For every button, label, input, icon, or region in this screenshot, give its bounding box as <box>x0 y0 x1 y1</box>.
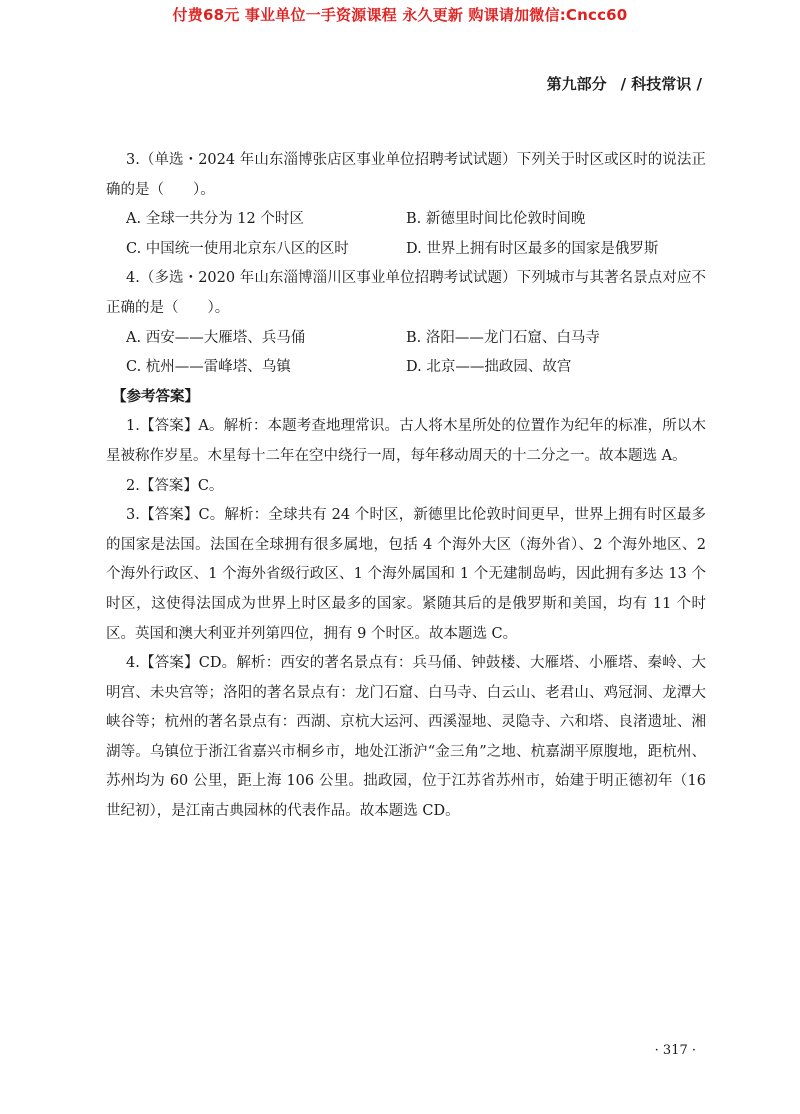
answer-paragraph: 4.【答案】CD。解析：西安的著名景点有：兵马俑、钟鼓楼、大雁塔、小雁塔、秦岭、大明宫、未央宫等；洛阳的著名景点有：龙门石窟、白马寺、白云山、老君山、鸡冠洞、龙潭大峡谷等；杭州的著名景点有：西湖、京杭大运河、西溪湿地、灵隐寺、六和塔、良渚遗址、湘湖等。乌镇位于浙江省嘉兴市桐乡市，地处江浙沪“金三角”之地、杭嘉湖平原腹地，距杭州、苏州均为 60 公里，距上海 106 公里。拙政园，位于江苏省苏州市，始建于明正德初年（16 世纪初），是江南古典园林的代表作品。故本题选 CD。 <box>106 655 706 820</box>
page-number: · 317 · <box>654 1043 696 1058</box>
options-row <box>106 324 706 354</box>
question-stem: 4.（多选・2020 年山东淄博淄川区事业单位招聘考试试题）下列城市与其著名景点对应不正确的是（ ）。 <box>106 270 706 316</box>
running-head <box>547 73 702 94</box>
option-a: A. 全球一共分为 12 个时区 <box>126 211 304 228</box>
option-c: C. 中国统一使用北京东八区的区时 <box>126 240 349 257</box>
options-row <box>106 235 706 265</box>
options-row <box>106 353 706 383</box>
answer-paragraph: 3.【答案】C。解析：全球共有 24 个时区，新德里比伦敦时间更早，世界上拥有时区最多的国家是法国。法国在全球拥有很多属地，包括 4 个海外大区（海外省）、2 个海外地区、2 个海外行政区、1 个海外省级行政区、1 个海外属国和 1 个无建制岛屿，因此拥有多达 13 个时区，这使得法国成为世界上时区最多的国家。紧随其后的是俄罗斯和美国，均有 11 个时区。英国和澳大利亚并列第四位，拥有 9 个时区。故本题选 C。 <box>106 507 706 642</box>
option-d: D. 北京——拙政园、故宫 <box>406 359 572 376</box>
options-row <box>106 205 706 235</box>
option-b: B. 洛阳——龙门石窟、白马寺 <box>406 329 600 346</box>
page-content <box>106 146 706 827</box>
answer-paragraph: 1.【答案】A。解析：本题考查地理常识。古人将木星所处的位置作为纪年的标准，所以木星被称作岁星。木星每十二年在空中绕行一周，每年移动周天的十二分之一。故本题选 A。 <box>106 418 706 464</box>
option-d: D. 世界上拥有时区最多的国家是俄罗斯 <box>406 240 659 257</box>
option-a: A. 西安——大雁塔、兵马俑 <box>126 329 306 346</box>
question-stem: 3.（单选・2024 年山东淄博张店区事业单位招聘考试试题）下列关于时区或区时的说法正确的是（ ）。 <box>106 152 706 198</box>
header-section: 第九部分 <box>546 75 607 93</box>
answer-paragraph: 2.【答案】C。 <box>126 477 224 494</box>
watermark-banner: 付费68元 事业单位一手资源课程 永久更新 购课请加微信:Cncc60 <box>172 6 628 24</box>
option-c: C. 杭州——雷峰塔、乌镇 <box>126 359 291 376</box>
header-topic: / 科技常识 / <box>620 75 702 93</box>
answers-heading: 【参考答案】 <box>112 388 199 405</box>
option-b: B. 新德里时间比伦敦时间晚 <box>406 211 586 228</box>
